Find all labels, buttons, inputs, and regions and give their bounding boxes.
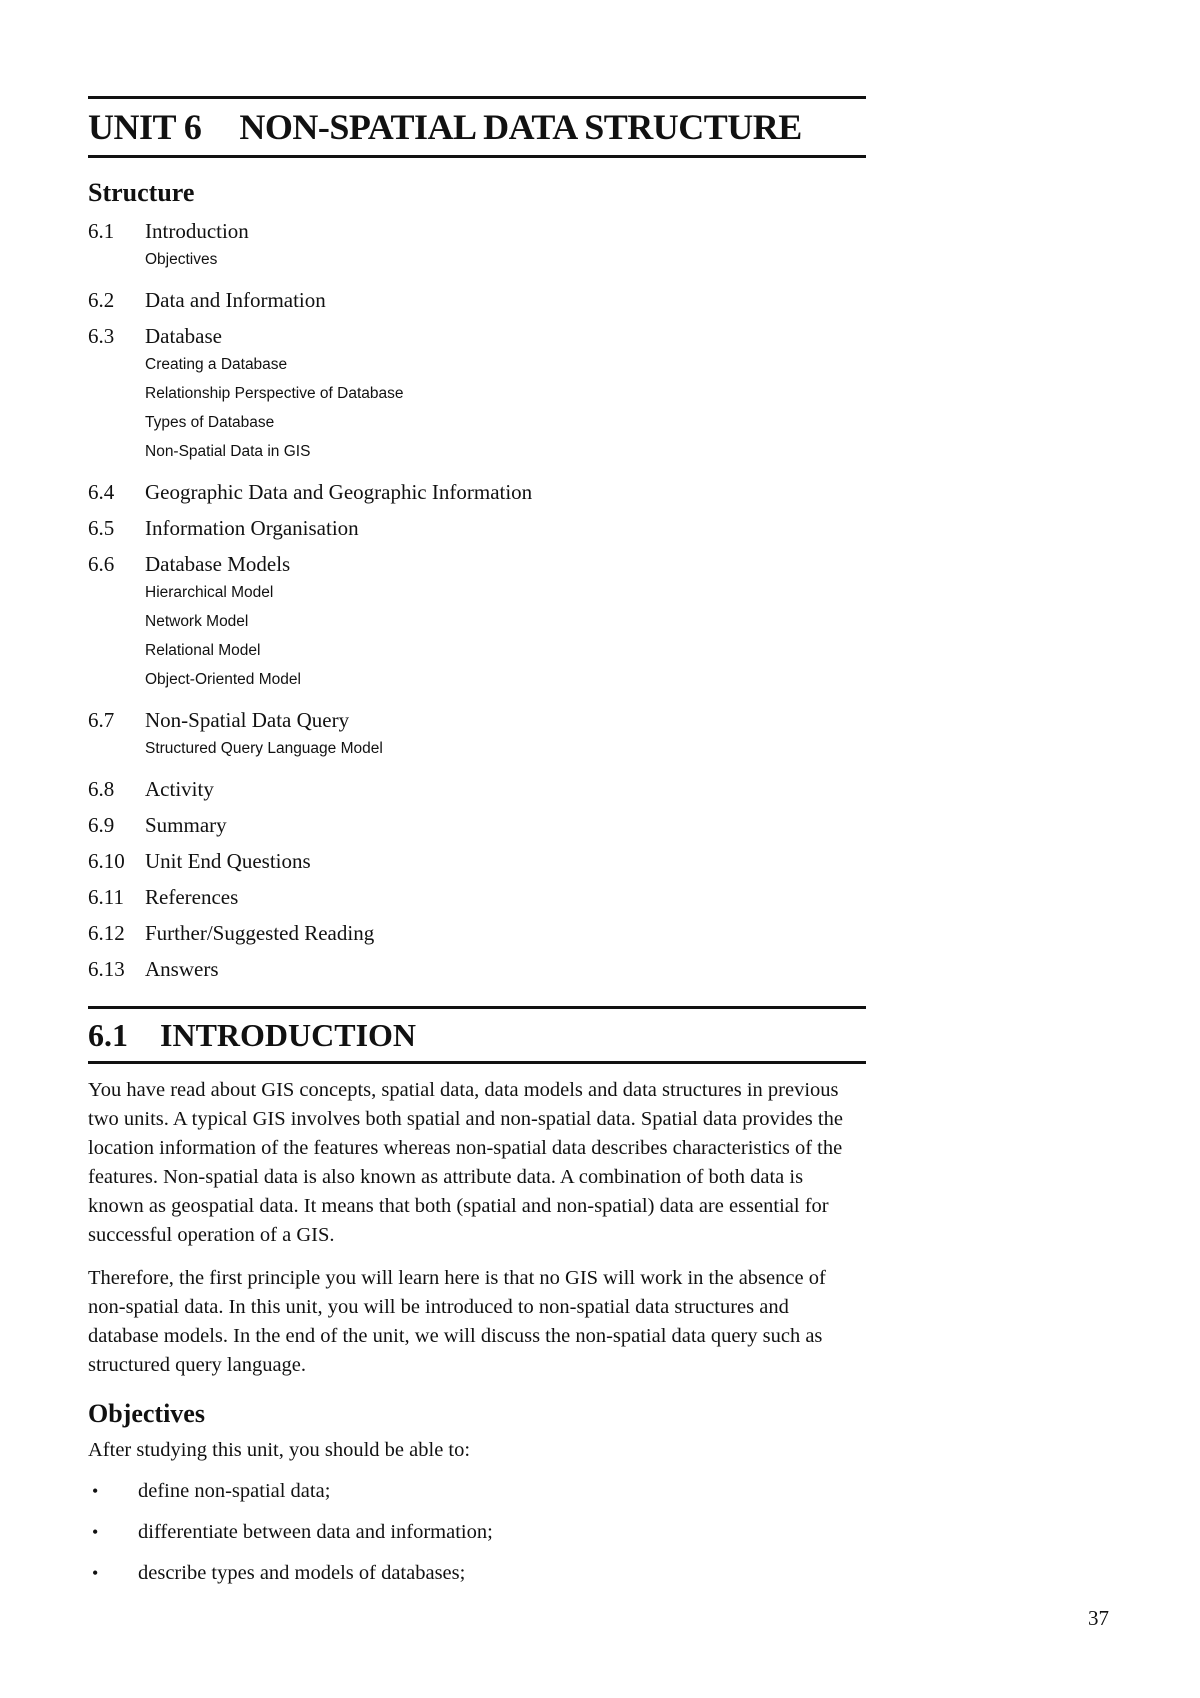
toc-item: [88, 551, 866, 577]
toc-subsection-list: [88, 248, 866, 277]
toc-item-label: Non-Spatial Data Query: [145, 708, 350, 732]
intro-paragraph-1: You have read about GIS concepts, spatial data, data models and data structures in previous two units. A typical GIS involves both spatial and non-spatial data. Spatial data provides the location information of the features whereas non-spatial data describes characteristics of the features. Non-spatial data is also known as attribute data. A combination of both data is known as geospatial data. It means that both (spatial and non-spatial) data are essential for successful operation of a GIS.: [88, 1079, 843, 1246]
toc-subsection-list: [88, 581, 866, 697]
toc-item-label: Summary: [145, 813, 227, 837]
objectives-heading: Objectives: [88, 1399, 205, 1428]
toc-item-number: 6.12: [88, 921, 125, 945]
section-number: 6.1: [88, 1017, 128, 1053]
toc-item-number: 6.3: [88, 324, 115, 348]
toc-item-label: Further/Suggested Reading: [145, 921, 375, 945]
toc-item-label: References: [145, 885, 239, 909]
toc-subitem: Relational Model: [145, 642, 261, 659]
toc-subitem: Relationship Perspective of Database: [145, 385, 404, 402]
unit-title: [88, 105, 866, 149]
table-of-contents: [88, 218, 866, 982]
intro-paragraph-2: Therefore, the first principle you will learn here is that no GIS will work in the absence of non-spatial data. In this unit, you will be introduced to non-spatial data structures and database models. In the end of the unit, we will discuss the non-spatial data query such as structured query language.: [88, 1267, 826, 1376]
toc-item: [88, 479, 866, 505]
toc-item-number: 6.8: [88, 777, 115, 801]
toc-item-number: 6.6: [88, 552, 115, 576]
toc-item: [88, 707, 866, 733]
toc-item-number: 6.13: [88, 957, 125, 981]
bullet-icon: •: [92, 1481, 99, 1501]
bullet-icon: •: [92, 1522, 99, 1542]
list-item: [88, 1477, 866, 1506]
toc-item: [88, 956, 866, 982]
toc-item: [88, 776, 866, 802]
toc-subitem: Object-Oriented Model: [145, 671, 301, 688]
structure-heading: Structure: [88, 178, 195, 207]
toc-item-label: Database: [145, 324, 222, 348]
toc-item-label: Data and Information: [145, 288, 326, 312]
toc-subitem: Creating a Database: [145, 356, 288, 373]
section-bottom-rule: [88, 1061, 866, 1064]
list-item: [88, 1559, 866, 1588]
toc-item: [88, 812, 866, 838]
toc-item-label: Information Organisation: [145, 516, 359, 540]
toc-item-number: 6.7: [88, 708, 115, 732]
toc-item-number: 6.2: [88, 288, 115, 312]
toc-item-number: 6.11: [88, 885, 124, 909]
section-title: INTRODUCTION: [160, 1017, 417, 1053]
top-rule: [88, 96, 866, 99]
objectives-list: [88, 1477, 866, 1588]
toc-subitem: Structured Query Language Model: [145, 740, 383, 757]
toc-subitem: Types of Database: [145, 414, 275, 431]
toc-item: [88, 218, 866, 244]
toc-item: [88, 848, 866, 874]
toc-item-number: 6.1: [88, 219, 115, 243]
toc-item: [88, 515, 866, 541]
toc-subsection-list: [88, 353, 866, 469]
objective-text: describe types and models of databases;: [138, 1562, 466, 1584]
toc-subsection-list: [88, 737, 866, 766]
page-content: [88, 96, 866, 1588]
toc-item: [88, 884, 866, 910]
toc-item-label: Answers: [145, 957, 219, 981]
section-heading: [88, 1015, 866, 1055]
toc-item-label: Geographic Data and Geographic Information: [145, 480, 533, 504]
toc-item-label: Unit End Questions: [145, 849, 311, 873]
toc-item-number: 6.10: [88, 849, 125, 873]
objective-text: define non-spatial data;: [138, 1480, 331, 1502]
objectives-intro: After studying this unit, you should be able to:: [88, 1439, 471, 1461]
toc-item-label: Activity: [145, 777, 214, 801]
toc-item: [88, 920, 866, 946]
list-item: [88, 1518, 866, 1547]
toc-item: [88, 287, 866, 313]
title-bottom-rule: [88, 155, 866, 158]
toc-subitem: Objectives: [145, 251, 218, 268]
toc-item-label: Database Models: [145, 552, 291, 576]
unit-title-text: NON-SPATIAL DATA STRUCTURE: [239, 107, 802, 147]
page-number: 37: [1088, 1606, 1109, 1630]
toc-item: [88, 323, 866, 349]
toc-item-number: 6.9: [88, 813, 115, 837]
unit-number: UNIT 6: [88, 107, 202, 147]
objective-text: differentiate between data and information;: [138, 1521, 493, 1543]
toc-subitem: Non-Spatial Data in GIS: [145, 443, 311, 460]
toc-subitem: Network Model: [145, 613, 249, 630]
toc-subitem: Hierarchical Model: [145, 584, 274, 601]
bullet-icon: •: [92, 1563, 99, 1583]
toc-item-label: Introduction: [145, 219, 249, 243]
toc-item-number: 6.4: [88, 480, 115, 504]
toc-item-number: 6.5: [88, 516, 115, 540]
section-top-rule: [88, 1006, 866, 1009]
